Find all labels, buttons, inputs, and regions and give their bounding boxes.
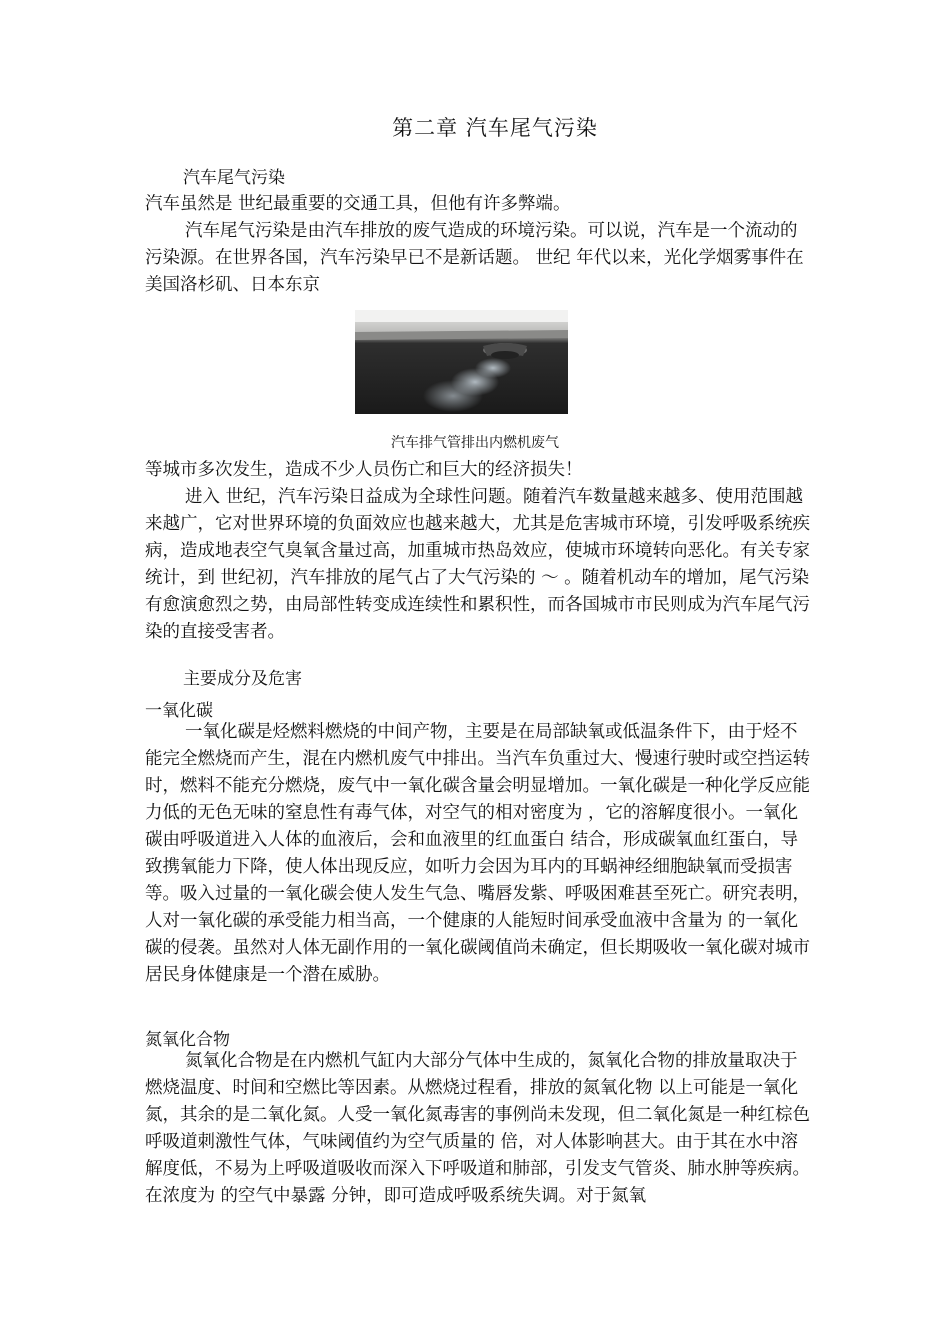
- intro-line: 汽车虽然是 世纪最重要的交通工具，但他有许多弊端。: [145, 194, 571, 214]
- section-heading-exhaust: 汽车尾气污染: [183, 168, 285, 188]
- subheading-co: 一氧化碳: [145, 701, 213, 721]
- exhaust-pipe-photo: [355, 310, 568, 414]
- body-text-nox: [145, 1048, 810, 1210]
- paragraph-co: 一氧化碳是烃燃料燃烧的中间产物，主要是在局部缺氧或低温条件下，由于烃不能完全燃烧而产生，混在内燃机废气中排出。当汽车负重过大、慢速行驶时或空挡运转时，燃料不能充分燃烧，废气中一氧化碳含量会明显增加。一氧化碳是一种化学反应能力低的无色无味的窒息性有毒气体，对空气的相对密度为 ，它的溶解度很小。一氧化碳由呼吸道进入人体的血液后，会和血液里的红血蛋白 结合，形成碳氧血红蛋白，导致携氧能力下降，使人体出现反应，如听力会因为耳内的耳蜗神经细胞缺氧而受损害等。吸入过量的一氧化碳会使人发生气急、嘴唇发紫、呼吸困难甚至死亡。研究表明，人对一氧化碳的承受能力相当高，一个健康的人能短时间承受血液中含量为 的一氧化碳的侵袭。虽然对人体无副作用的一氧化碳阈值尚未确定，但长期吸收一氧化碳对城市居民身体健康是一个潜在威胁。: [145, 722, 810, 985]
- exhaust-pipe-image: [355, 310, 568, 414]
- chapter-title: 第二章 汽车尾气污染: [392, 116, 598, 140]
- intro-text: [145, 191, 810, 299]
- continuation-line: 等城市多次发生，造成不少人员伤亡和巨大的经济损失！: [145, 460, 583, 480]
- paragraph-exhaust-2: 进入 世纪，汽车污染日益成为全球性问题。随着汽车数量越来越多、使用范围越来越广，它对世界环境的负面效应也越来越大，尤其是危害城市环境，引发呼吸系统疾病，造成地表空气臭氧含量过高，加重城市热岛效应，使城市环境转向恶化。有关专家统计，到 世纪初，汽车排放的尾气占了大气污染的 ～ 。随着机动车的增加，尾气污染有愈演愈烈之势，由局部性转变成连续性和累积性，而各国城市市民则成为汽车尾气污染的直接受害者。: [145, 487, 810, 642]
- figure-caption: 汽车排气管排出内燃机废气: [391, 435, 559, 451]
- paragraph-exhaust-1: 汽车尾气污染是由汽车排放的废气造成的环境污染。可以说，汽车是一个流动的污染源。在世界各国，汽车污染早已不是新话题。 世纪 年代以来，光化学烟雾事件在美国洛杉矶、日本东京: [145, 221, 804, 295]
- body-text-1: [145, 457, 810, 646]
- body-text-co: [145, 719, 810, 989]
- paragraph-nox: 氮氧化合物是在内燃机气缸内大部分气体中生成的，氮氧化合物的排放量取决于燃烧温度、时间和空燃比等因素。从燃烧过程看，排放的氮氧化物 以上可能是一氧化氮，其余的是二氧化氮。人受一氧化氮毒害的事例尚未发现，但二氧化氮是一种红棕色呼吸道刺激性气体，气味阈值约为空气质量的 倍，对人体影响甚大。由于其在水中溶解度低，不易为上呼吸道吸收而深入下呼吸道和肺部，引发支气管炎、肺水肿等疾病。在浓度为 的空气中暴露 分钟，即可造成呼吸系统失调。对于氮氧: [145, 1051, 810, 1206]
- section-heading-components: 主要成分及危害: [183, 669, 302, 689]
- subheading-nox: 氮氧化合物: [145, 1030, 230, 1050]
